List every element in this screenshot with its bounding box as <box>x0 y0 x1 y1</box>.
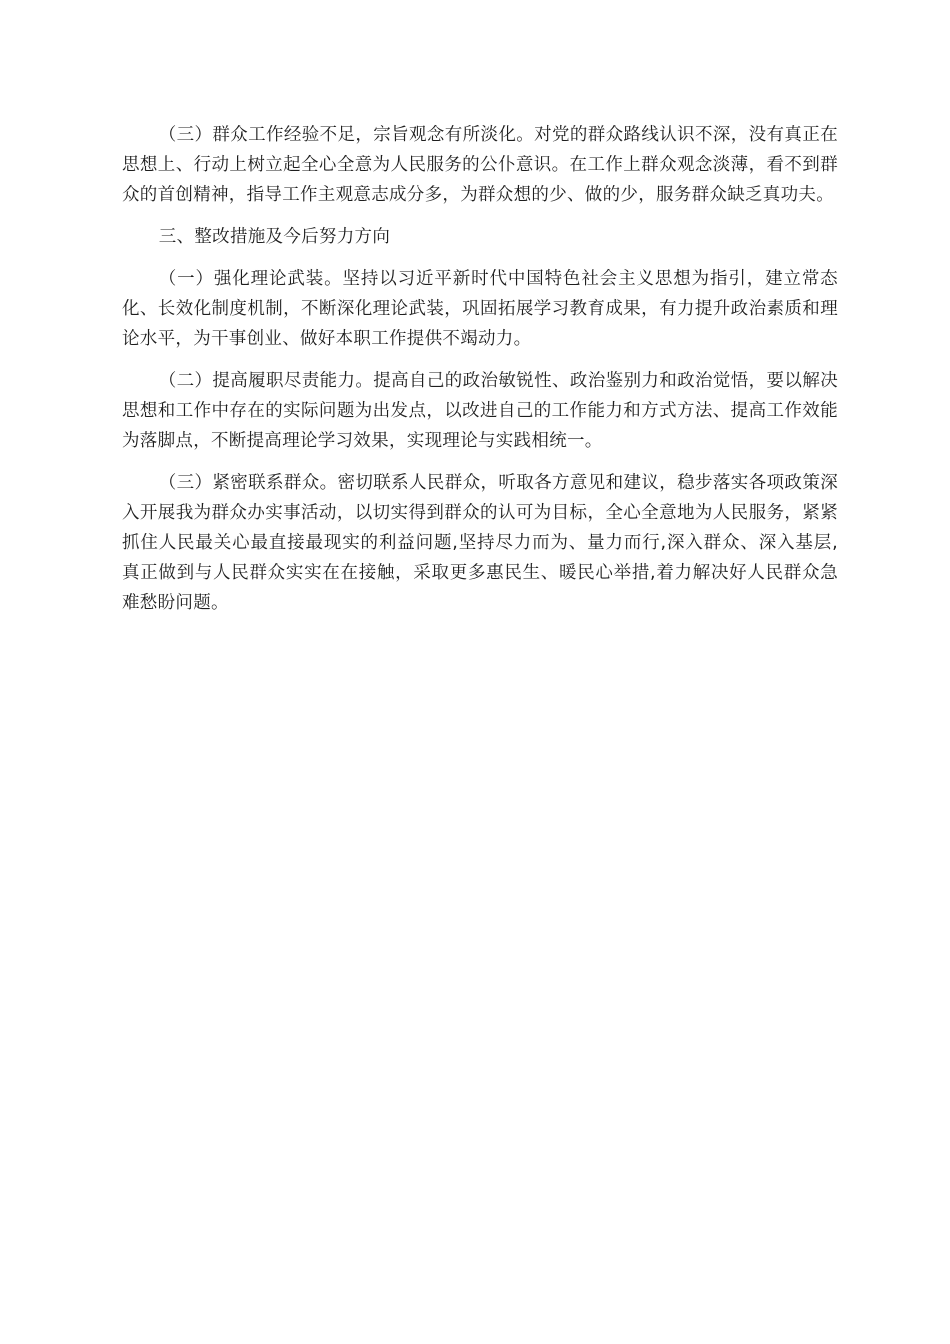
paragraph-improve-duty-ability: （二）提高履职尽责能力。提高自己的政治敏锐性、政治鉴别力和政治觉悟，要以解决思想和工作中存在的实际问题为出发点，以改进自己的工作能力和方式方法、提高工作效能为落脚点，不断提高理论学习效果，实现理论与实践相统一。 <box>122 371 838 451</box>
document-body <box>122 120 838 630</box>
paragraph-mass-work-experience: （三）群众工作经验不足，宗旨观念有所淡化。对党的群众路线认识不深，没有真正在思想上、行动上树立起全心全意为人民服务的公仆意识。在工作上群众观念淡薄，看不到群众的首创精神，指导工作主观意志成分多，为群众想的少、做的少，服务群众缺乏真功夫。 <box>122 125 838 205</box>
paragraph-strengthen-theory: （一）强化理论武装。坚持以习近平新时代中国特色社会主义思想为指引，建立常态化、长效化制度机制，不断深化理论武装，巩固拓展学习教育成果，有力提升政治素质和理论水平，为干事创业、做好本职工作提供不竭动力。 <box>122 269 838 349</box>
section-heading-rectification-measures: 三、整改措施及今后努力方向 <box>158 227 391 247</box>
paragraph-close-contact-masses: （三）紧密联系群众。密切联系人民群众，听取各方意见和建议，稳步落实各项政策深入开展我为群众办实事活动，以切实得到群众的认可为目标，全心全意地为人民服务，紧紧抓住人民最关心最直接最现实的利益问题,坚持尽力而为、量力而行,深入群众、深入基层, 真正做到与人民群众实实在在接触，采取更多惠民生、暖民心举措,着力解决好人民群众急难愁盼问题。 <box>122 473 838 613</box>
